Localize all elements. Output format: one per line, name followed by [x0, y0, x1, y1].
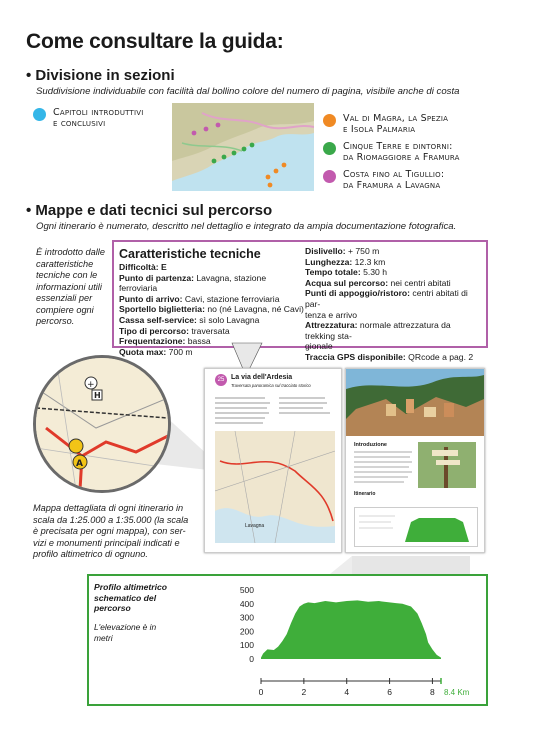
- legend-tigullio-line2: da Framura a Lavagna: [343, 180, 441, 191]
- tech-value: + 750 m: [347, 246, 380, 256]
- map-note-line: Mappa dettagliata di ogni itinerario in: [33, 503, 184, 513]
- intro-note-line: percorso.: [36, 316, 75, 326]
- y-tick-label: 100: [239, 640, 254, 651]
- tech-key: Punti di appoggio/ristoro:: [305, 288, 411, 299]
- x-tick-label: 2: [301, 687, 307, 697]
- x-tick-label: 4: [344, 687, 350, 697]
- svg-text:A: A: [76, 459, 83, 469]
- tech-title: Caratteristiche tecniche: [119, 247, 261, 261]
- intro-note-line: caratteristiche: [36, 258, 94, 269]
- y-tick-label: 0: [249, 654, 254, 664]
- tech-key: Punto di arrivo:: [119, 293, 183, 304]
- profile-title-line: percorso: [94, 603, 131, 613]
- elevation-area: [261, 600, 441, 659]
- map-note-line: è precisata per ogni mappa), con ser-: [33, 526, 186, 536]
- legend-cinque-terre-line2: da Riomaggiore a Framura: [343, 152, 460, 163]
- elevation-chart: [89, 576, 486, 704]
- intro-note-line: essenziali per: [36, 293, 93, 303]
- tech-key: Sportello biglietteria:: [119, 304, 205, 315]
- intro-note-line: È introdotto dalle: [36, 247, 105, 257]
- tech-value: nei centri abitati: [390, 277, 451, 288]
- tech-value: Lavagna, stazione ferroviaria: [119, 272, 267, 294]
- tech-value: no (né Lavagna, né Cavi): [207, 304, 304, 315]
- map-note-line: scala da 1:25.000 a 1:35.000 (la scala: [33, 514, 189, 525]
- y-tick-label: 400: [239, 598, 254, 609]
- tech-key: Difficoltà: E: [119, 262, 167, 272]
- tech-value: centri abitati di par-: [305, 288, 468, 309]
- preview-map-label: Lavagna: [245, 523, 265, 529]
- intro-note-line: tecniche con le: [36, 270, 98, 280]
- legend-cinque-terre-line1: Cinque Terre e dintorni:: [343, 141, 453, 152]
- section-subtitle-divisione: Suddivisione individuabile con facilità dal bollino colore del numero di pagina, visibile anche di costa: [36, 86, 460, 97]
- legend-val-di-magra-line1: Val di Magra, la Spezia: [343, 113, 449, 124]
- tech-value: normale attrezzatura da trekking sta-: [305, 320, 451, 341]
- tech-value: traversata: [191, 325, 230, 336]
- tech-key: Tipo di percorso:: [119, 325, 190, 336]
- section-heading-divisione: • Divisione in sezioni: [26, 67, 175, 84]
- legend-intro-line1: Capitoli introduttivi: [53, 107, 144, 118]
- x-tick-label: 0: [258, 687, 264, 697]
- profile-box: [87, 574, 488, 706]
- map-note-line: profilo altimetrico di ognuno.: [33, 549, 148, 559]
- tech-value: bassa: [187, 336, 211, 347]
- intro-note-line: compiere ogni: [36, 304, 94, 315]
- svg-text:H: H: [94, 391, 101, 400]
- x-tick-label: 8: [430, 687, 435, 697]
- tech-value: Cavi, stazione ferroviaria: [184, 293, 280, 304]
- tech-key: Dislivello:: [305, 246, 346, 256]
- y-tick-label: 500: [239, 585, 254, 595]
- profile-note-line: L'elevazione è in: [94, 622, 157, 632]
- tech-value: QRcode a pag. 2: [408, 351, 474, 362]
- tech-key: Punto di partenza:: [119, 272, 194, 283]
- tech-key: Quota max:: [119, 346, 167, 357]
- preview-intro-heading: Introduzione: [354, 442, 387, 448]
- tech-value: gionale: [305, 341, 333, 352]
- preview-itinerario-heading: Itinerario: [354, 491, 376, 497]
- section-heading-mappe: • Mappe e dati tecnici sul percorso: [26, 202, 273, 219]
- tech-value: 700 m: [168, 346, 193, 357]
- section-subtitle-mappe: Ogni itinerario è numerato, descritto nel dettaglio e integrato da ampia documentazione fotografica.: [36, 221, 457, 232]
- svg-text:+: +: [87, 380, 95, 390]
- x-tick-label: 6: [387, 687, 392, 697]
- x-end-label: 8.4 Km: [444, 688, 470, 697]
- legend-tigullio-line1: Costa fino al Tigullio:: [343, 169, 445, 180]
- tech-key: Tempo totale:: [305, 267, 361, 278]
- tech-value: 5.30 h: [363, 267, 387, 278]
- profile-title-line: Profilo altimetrico: [94, 582, 168, 592]
- tech-value: tenza e arrivo: [305, 309, 358, 320]
- map-note-line: vizi e monumenti principali indicati e: [33, 537, 180, 548]
- legend-intro-line2: e conclusivi: [53, 118, 106, 129]
- y-tick-label: 300: [239, 612, 254, 623]
- tech-key: Traccia GPS disponibile:: [305, 351, 406, 362]
- page-number-badge: 25: [215, 374, 227, 386]
- intro-note-line: informazioni utili: [36, 281, 102, 292]
- preview-title: La via dell'Ardesia: [231, 374, 293, 381]
- profile-title-line: schematico del: [94, 592, 157, 603]
- profile-note-line: metri: [94, 632, 113, 643]
- legend-val-di-magra-line2: e Isola Palmaria: [343, 124, 416, 135]
- preview-subtitle: Traversata panoramica sul tracciato storico: [231, 383, 311, 388]
- tech-value: 12.3 km: [354, 256, 386, 267]
- tech-key: Cassa self-service:: [119, 314, 197, 325]
- y-tick-label: 200: [239, 626, 254, 637]
- tech-value: sì solo Lavagna: [199, 314, 260, 325]
- tech-key: Frequentazione:: [119, 336, 186, 347]
- tech-key: Attrezzatura:: [305, 320, 358, 331]
- page-title: Come consultare la guida:: [26, 30, 284, 53]
- tech-key: Lunghezza:: [305, 256, 353, 267]
- tech-key: Acqua sul percorso:: [305, 277, 389, 288]
